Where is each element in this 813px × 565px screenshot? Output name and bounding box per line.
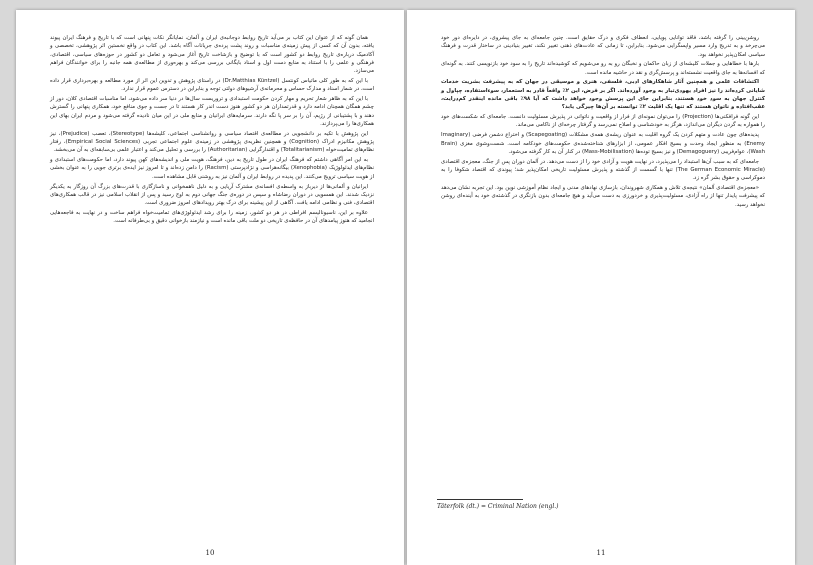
paragraph: علاوه بر این، ناسیونالیسم افراطی در هر دو کشور، زمینه را برای رشد ایدئولوژی‌های تمامیت‌خواه فراهم ساخت و در نهایت به فاجعه‌هایی انجامید که هنوز پیامدهای آن در حافظه‌ی تاریخی دو ملت باقی مانده است و نیازمند بازخوانی دقیق و بی‌طرفانه است. — [50, 209, 374, 225]
paragraph: با این که به طور کلی ماتیاس کونتسل (Dr.Matthias Küntzel) در راستای پژوهش و تدوین این اثر از مورد مطالعه و بهره‌برداری قرار داده است، در شمار اسناد و مدارک حساس و محرمانه‌ی آرشیوهای دولتی توجه و بنابراین در دسترس عموم قرار ندارد. — [50, 77, 374, 93]
page-number: 11 — [596, 549, 606, 557]
paragraph: این گونه فرافکنی‌ها (Projection) را می‌توان نمونه‌ای از فرار از واقعیت و ناتوانی در پذیرش مسئولیت دانست. جامعه‌ای که شکست‌های خود را همواره به گردن دیگران می‌اندازد، هرگز به خودشناسی و اصلاح نمی‌رسد و گرفتار چرخه‌ای از ناکامی می‌ماند. — [441, 114, 765, 129]
paragraph: جامعه‌ای که به سبب آن‌ها استبداد را می‌پذیرد، در نهایت هویت و آزادی خود را از دست می‌دهد. در آلمان دوران پس از جنگ، معجزه‌ی اقتصادی (The German Economic Miracle) تنها با گسست از گذشته و پذیرش مسئولیت تاریخی امکان‌پذیر شد؛ پیوندی که اقتصاد شکوفا را به دموکراسی و حقوق بشر گره زد. — [441, 158, 766, 182]
paragraph: همان گونه که از عنوان این کتاب بر می‌آید تاریخ روابط دوجانبه‌ی ایران و آلمان، نمایانگر نکات پنهانی است که با تاریخ و فرهنگ ایران پیوند یافته، بدون آن که کسی از پیش زمینه‌ی مناسبات و روند پشت پرده‌ی جریانات آگاه باشد. این کتاب در واقع نخستین اثر پژوهشی، تخصصی و آکادمیک درباره‌ی تاریخ روابط دو کشور است که با توضیح و بازشاخت تاریخ آغاز می‌شود و تعامل دو کشور در حوزه‌های سیاسی، اقتصادی، فرهنگی و علمی را با استناد به منابع دست اول و اسناد بایگانی بررسی می‌کند و بهره‌وری از مطالعه‌ی همه جانبه را برای خوانندگان فراهم می‌سازد. — [50, 35, 374, 75]
page-left — [16, 10, 404, 565]
page-left-text — [50, 34, 374, 227]
paragraph: پدیده‌های چون عادت و متهم کردن یک گروه اقلیت به عنوان ریشه‌ی همه‌ی مشکلات (Scapegoating) و اختراع دشمن فرضی (Imaginary Enemy) به منظور ایجاد وحدت و بسیج افکار عمومی، از ابزارهای شناخته‌شده‌ی حکومت‌های خودکامه است. شست‌وشوی مغزی (Brain Wash)، عوام‌فریبی (Demagoguery) و نیز بسیج توده‌ها (Mass-Mobilisation) در کنار آن به کار گرفته می‌شود. — [441, 132, 765, 155]
page-right — [407, 10, 795, 565]
page-number: 10 — [205, 549, 215, 557]
paragraph: بارها با خطاهایی و جملات کلیشه‌ای از زبان حاکمان و نخبگان رو به رو می‌شویم که کوشیده‌اند تاریخ را به سود خود بازنویسی کنند. به گونه‌ای که افسانه‌ها به جای واقعیت نشسته‌اند و پرسش‌گری و نقد در حاشیه مانده است. — [441, 61, 765, 76]
footnote-divider — [437, 499, 523, 500]
paragraph: «معجزه‌ی اقتصادی آلمان» نتیجه‌ی تلاش و همکاری شهروندان، بازسازی نهادهای مدنی و ایجاد نظام آموزشی نوین بود. این تجربه نشان می‌دهد که پیشرفت پایدار تنها از راه آزادی، مسئولیت‌پذیری و خردورزی به دست می‌آید و هیچ جامعه‌ای بدون بازنگری در گذشته‌ی خود به آینده‌ای روشن نخواهد رسید. — [441, 185, 765, 208]
paragraph: روشن‌بینی را گرفته باشد، فاقد توانایی پویایی، انعطاف فکری و درک حقایق است. چنین جامعه‌ای به جای پیشروی، در دایره‌ای دور خود می‌چرخد و به تدریج وارد مسیر واپسگرایی می‌شود. بنابراین، تا زمانی که عادت‌های ذهنی تغییر نکند، تغییر بنیادینی در ساختار قدرت و فرهنگ سیاسی امکان‌پذیر نخواهد بود. — [441, 35, 765, 58]
page-right-text — [441, 34, 765, 210]
footnote: Täterfolk (dt.) = Criminal Nation (engl.) — [437, 503, 559, 510]
paragraph: این پژوهش با تکیه بر دانشجویی در مطالعه‌ی اقتصاد سیاسی و روانشناسی اجتماعی، کلیشه‌ها (Stereotype)، تعصب (Prejudice)، نیز پژوهش مکانیزم ادراک (Cognition) و همچنین نظریه‌ی پژوهشی در زمینه‌ی علوم اجتماعی تجربی (Empirical Social Sciences)، رفتار نظام‌های تمامیت‌خواه (Totalitarianism) و اقتدارگرایی (Authoritarian) را بررسی و تحلیل می‌کند و اعتبار علمی بی‌سابقه‌ای به آن می‌بخشد. — [50, 130, 375, 154]
paragraph: ایرانیان و آلمانی‌ها از دیرباز به واسطه‌ی افسانه‌ی مشترک آریایی و به دلیل ناهمخوانی و ناسازگاری با قدرت‌های بزرگ آن روزگار به یکدیگر نزدیک شدند. این همسویی در دوران رضاشاه و سپس در دوره‌ی جنگ جهانی دوم به اوج رسید و پس از انقلاب اسلامی نیز در قالب همکاری‌های اقتصادی، فنی و نظامی ادامه یافت. آگاهی از این پیشینه برای درک بهتر رویدادهای امروز ضروری است. — [50, 183, 374, 207]
paragraph: به این امر آگاهی داشتم که فرهنگ ایران در طول تاریخ به دین، فرهنگ، هویت ملی و اندیشه‌های کهن پیوند دارد، اما حکومت‌های استبدادی و نظام‌های ایدئولوژیک (Xenophobia) بیگانه‌هراسی و نژادپرستی (Racism) را دامن زده‌اند و تا امروز نیز ایده‌ی برتری جویی را به عنوان بخشی از هویت سیاسی ترویج می‌کنند. این پدیده در روابط ایران و آلمان نیز به روشنی قابل مشاهده است. — [50, 157, 374, 180]
paragraph: با این که به ظاهر شعار تحریم و مهار کردن حکومت استبدادی و تروریست سال‌ها در دنیا سر داده می‌شود، اما مناسبات اقتصادی کلان، دور از چشم همگان همچنان ادامه دارد و قدرتمداران هر دو کشور هنوز دست اندر کار هستند تا در جست و جوی منافع خود، همکاری پنهانی را گسترش دهند و با پشتیبانی از رژیم، آن را بر سر پا نگه دارند. سرمایه‌های ایرانیان و منابع ملی در این میان نادیده گرفته می‌شود و مردم ایران بهای این همکاری‌ها را می‌پردازند. — [50, 96, 374, 127]
bold-paragraph: اکتشافات علمی و همچنین آثار شاهکارهای ادبی، فلسفی، هنری و موسیقی در جهان که به پیشرفت بشریت خدمات شایانی کرده‌اند را نیز افراد یهودی‌تبار به وجود آورده‌اند. اگر بر فرض، این ۲٪ واقعاً قادر به استعمار، سوءاستفاده، چپاول و کنترل جهان به سود خود هستند، بنابراین جای این پرسش وجود خواهد داشت که آیا ۹۸٪ باقی مانده اینقدر کم‌درایت، عقب‌افتاده و ناتوان هستند که تنها یک اقلیت ۲٪ توانسته بر آن‌ها چیرگی یابد؟ — [441, 79, 765, 111]
